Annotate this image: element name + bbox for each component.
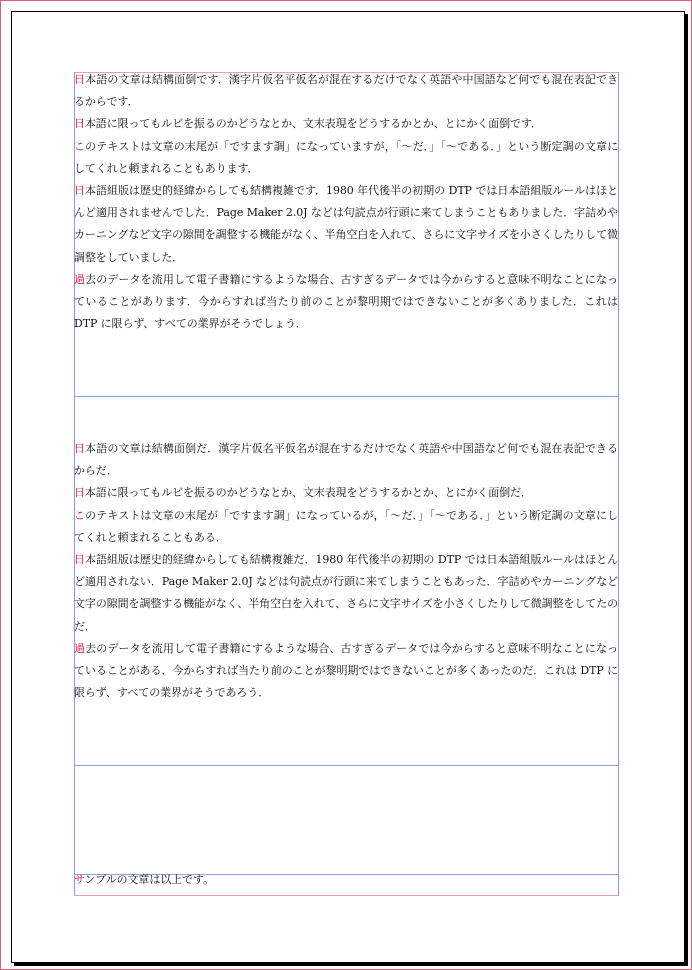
paragraph <box>74 549 618 638</box>
text-block-plain <box>74 438 618 704</box>
paragraph-text: 本語に限ってもルビを振るのかどうなとか、文末表現をどうするかとか、とにかく面倒です． <box>84 117 542 131</box>
paragraph-text: 本語に限ってもルビを振るのかどうなとか、文末表現をどうするかとか、とにかく面倒だ． <box>84 486 532 500</box>
paragraph-initial: 過 <box>74 641 86 655</box>
paragraph-initial: 過 <box>74 272 86 286</box>
paragraph-initial: 日 <box>74 184 85 198</box>
paragraph-initial: こ <box>74 139 86 153</box>
paragraph-text: 本語組版は歴史的経緯からしても結構複雑だ．1980 年代後半の初期の DTP では日本語組版ルールはほとんど適用されない．Page Maker 2.0J などは句読点が行頭に来てしまうこともあった．字詰めやカーニングなど文字の隙間を調整する機能がなく、半角空白を入れて、さらに文字サイズを小さくしたりして微調整をしてたのだ． <box>74 553 618 633</box>
paragraph <box>74 482 618 504</box>
paragraph-text: のテキストは文章の末尾が「ですます調」になっていますが，「〜だ．」「〜である．」という断定調の文章にしてくれと頼まれることもあります． <box>74 139 618 175</box>
paragraph-initial: 日 <box>74 486 85 500</box>
paragraph-initial: 日 <box>74 117 85 131</box>
paragraph <box>74 136 618 180</box>
paragraph-initial: 日 <box>74 73 86 86</box>
text-block-polite <box>74 69 618 335</box>
paragraph <box>74 113 618 135</box>
paragraph-initial: サ <box>74 873 85 886</box>
paragraph <box>74 69 618 113</box>
paragraph <box>74 438 618 482</box>
paragraph-text: 本語の文章は結構面倒です．漢字片仮名平仮名が混在するだけでなく英語や中国語など何でも混在表記できるからです． <box>74 73 618 109</box>
paragraph-text: のテキストは文章の末尾が「ですます調」になっているが，「〜だ．」「〜である．」という断定調の文章にしてくれと頼まれることもある． <box>74 508 618 544</box>
paragraph-initial: こ <box>74 508 86 522</box>
paragraph <box>74 638 618 705</box>
text-frame-3[interactable] <box>74 765 619 875</box>
paragraph <box>74 871 618 889</box>
paragraph-text: 本語組版は歴史的経緯からしても結構複雑です．1980 年代後半の初期の DTP では日本語組版ルールはほとんど適用されませんでした．Page Maker 2.0J などは句読点が行頭に来てしまうこともありました．字詰めやカーニングなど文字の隙間を調整する機能がなく、半角空白を入れて、さらに文字サイズを小さくしたりして微調整をしていました． <box>74 184 618 264</box>
paragraph-text: 去のデータを流用して電子書籍にするような場合、古すぎるデータでは今からすると意味不明なことになっていることがあります．今からすれば当たり前のことが黎明期ではできないことが多くありました．これは DTP に限らず、すべての業界がそうでしょう． <box>74 272 618 331</box>
paragraph-text: 本語の文章は結構面倒だ．漢字片仮名平仮名が混在するだけでなく英語や中国語など何でも混在表記できるからだ． <box>74 442 618 478</box>
paragraph-text: ンプルの文章は以上です。 <box>84 873 214 886</box>
paragraph <box>74 505 618 549</box>
paragraph <box>74 180 618 269</box>
footer-text <box>74 871 618 889</box>
paragraph <box>74 269 618 336</box>
paragraph-initial: 日 <box>74 553 85 567</box>
paragraph-text: 去のデータを流用して電子書籍にするような場合、古すぎるデータでは今からすると意味不明なことになっていることがある．今からすれば当たり前のことが黎明期ではできないことが多くあったのだ．これは DTP に限らず、すべての業界がそうであろう． <box>74 641 618 700</box>
paragraph-initial: 日 <box>74 442 86 455</box>
